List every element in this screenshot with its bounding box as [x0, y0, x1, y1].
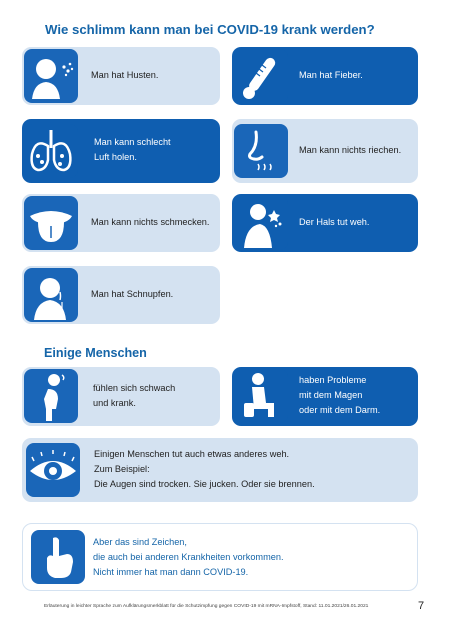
eye-icon [26, 443, 80, 497]
footer-text: Erläuterung in leichter Sprache zum Aufklärungsmerkblatt für die Schutzimpfung gegen COVID-19 mit mRNA-Impfstoff, Stand: 11.01.2021/26.01.2021 [44, 604, 369, 609]
symptom-text: Man kann schlecht Luft holen. [94, 137, 171, 162]
symptom-text: Man hat Husten. [91, 70, 159, 80]
weak-person-icon [24, 369, 78, 423]
symptom-text: Man kann nichts riechen. [299, 145, 402, 155]
symptom-card-taste [22, 194, 220, 252]
some-card-weak [22, 367, 220, 426]
tongue-icon [24, 196, 78, 250]
some-text: Einigen Menschen tut auch etwas anderes weh. Zum Beispiel: Die Augen sind trocken. Sie jucken. Oder sie brennen. [94, 449, 315, 489]
toilet-person-icon [234, 369, 288, 423]
symptom-card-smell [232, 119, 418, 183]
symptom-card-throat [232, 194, 418, 252]
symptom-card-cough [22, 47, 220, 105]
note-text: Aber das sind Zeichen, die auch bei anderen Krankheiten vorkommen. Nicht immer hat man dann COVID-19. [93, 537, 284, 577]
note-box [22, 523, 418, 591]
page-number: 7 [418, 600, 425, 612]
sore-throat-icon [234, 196, 288, 250]
thermometer-icon [234, 49, 288, 103]
section-heading: Einige Menschen [44, 346, 147, 360]
symptom-text: Man hat Schnupfen. [91, 289, 174, 299]
symptom-card-runny-nose [22, 266, 220, 324]
runny-nose-icon [24, 268, 78, 322]
symptom-text: Man hat Fieber. [299, 70, 363, 80]
symptom-text: Man kann nichts schmecken. [91, 217, 210, 227]
nose-icon [234, 124, 288, 178]
coughing-person-icon [24, 49, 78, 103]
some-card-stomach [232, 367, 418, 426]
page-title: Wie schlimm kann man bei COVID-19 krank werden? [45, 22, 375, 37]
lungs-icon [24, 124, 78, 178]
raised-finger-icon [31, 530, 85, 584]
symptom-card-fever [232, 47, 418, 105]
some-card-other-pain [22, 438, 418, 502]
symptom-text: Der Hals tut weh. [299, 217, 370, 227]
symptom-card-breathing [22, 119, 220, 183]
some-text: fühlen sich schwach und krank. [93, 383, 176, 408]
some-text: haben Probleme mit dem Magen oder mit dem Darm. [299, 375, 381, 415]
